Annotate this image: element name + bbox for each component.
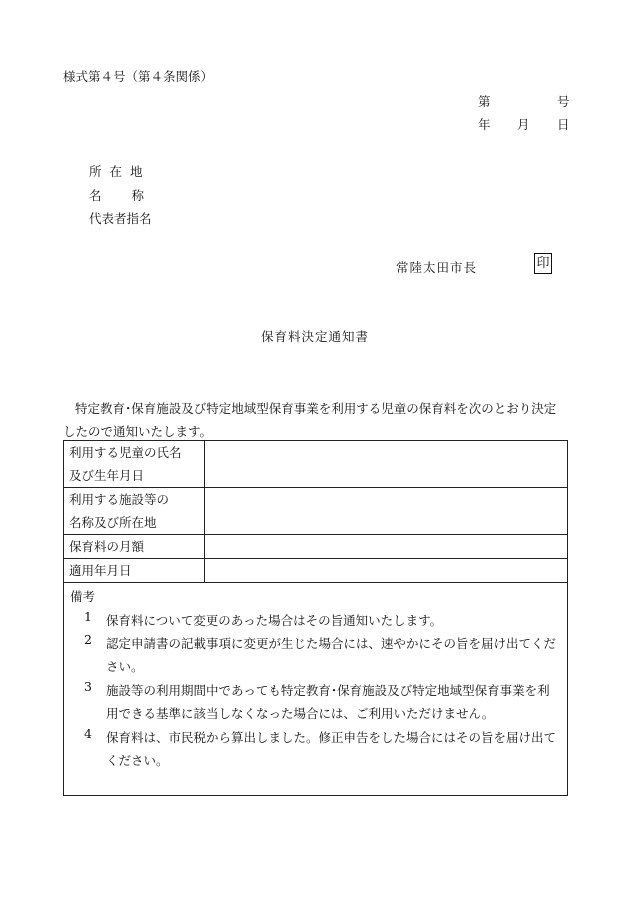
remark-number: 4 bbox=[84, 726, 92, 741]
issuer-title: 常陸太田市長 bbox=[396, 260, 478, 275]
remark-number: 1 bbox=[84, 609, 92, 624]
remarks-box bbox=[63, 583, 568, 796]
table-label-cell: 保育料の月額 bbox=[64, 535, 205, 559]
facility-name-address-field[interactable] bbox=[205, 488, 568, 535]
table-row bbox=[64, 535, 568, 559]
monthly-fee-field[interactable] bbox=[205, 535, 568, 559]
form-number: 様式第４号（第４条関係） bbox=[63, 69, 214, 84]
table-label-cell bbox=[64, 441, 205, 488]
date-month: 月 bbox=[517, 117, 530, 132]
table-label-line: 及び生年月日 bbox=[69, 468, 145, 483]
remark-text: 保育料は、市民税から算出しました。修正申告をした場合にはその旨を届け出てください。 bbox=[106, 730, 557, 768]
effective-date-field[interactable] bbox=[205, 559, 568, 583]
location-label: 所在地 bbox=[89, 164, 151, 179]
document-number-suffix: 号 bbox=[557, 94, 570, 109]
intro-text: 特定教育･保育施設及び特定地域型保育事業を利用する児童の保育料を次のとおり決定したので通知いたします。 bbox=[63, 401, 557, 439]
remark-text: 施設等の利用期間中であっても特定教育･保育施設及び特定地域型保育事業を利用できる基準に該当しなくなった場合には、ご利用いただけません。 bbox=[106, 683, 550, 721]
table-label-cell bbox=[64, 488, 205, 535]
date-day: 日 bbox=[557, 117, 570, 132]
table-row bbox=[64, 559, 568, 583]
representative-label: 代表者指名 bbox=[89, 211, 152, 226]
child-name-birthdate-field[interactable] bbox=[205, 441, 568, 488]
document-title: 保育料決定通知書 bbox=[260, 329, 369, 344]
remark-text: 認定申請書の記載事項に変更が生じた場合には、速やかにその旨を届け出てください。 bbox=[106, 636, 557, 674]
table-row bbox=[64, 488, 568, 535]
remark-number: 2 bbox=[84, 632, 92, 647]
table-row bbox=[64, 441, 568, 488]
remark-text: 保育料について変更のあった場合はその旨通知いたします。 bbox=[106, 613, 443, 628]
seal-mark: 印 bbox=[534, 253, 552, 274]
remark-number: 3 bbox=[84, 679, 92, 694]
table-label-cell: 適用年月日 bbox=[64, 559, 205, 583]
table-label-line: 名称及び所在地 bbox=[69, 515, 157, 530]
table-label-line: 利用する児童の氏名 bbox=[69, 445, 182, 460]
document-number-prefix: 第 bbox=[478, 94, 491, 109]
date-year: 年 bbox=[478, 117, 491, 132]
name-label: 名称 bbox=[89, 188, 175, 203]
info-table bbox=[63, 440, 568, 583]
table-label-line: 利用する施設等の bbox=[69, 492, 170, 507]
remarks-title: 備考 bbox=[70, 589, 96, 604]
